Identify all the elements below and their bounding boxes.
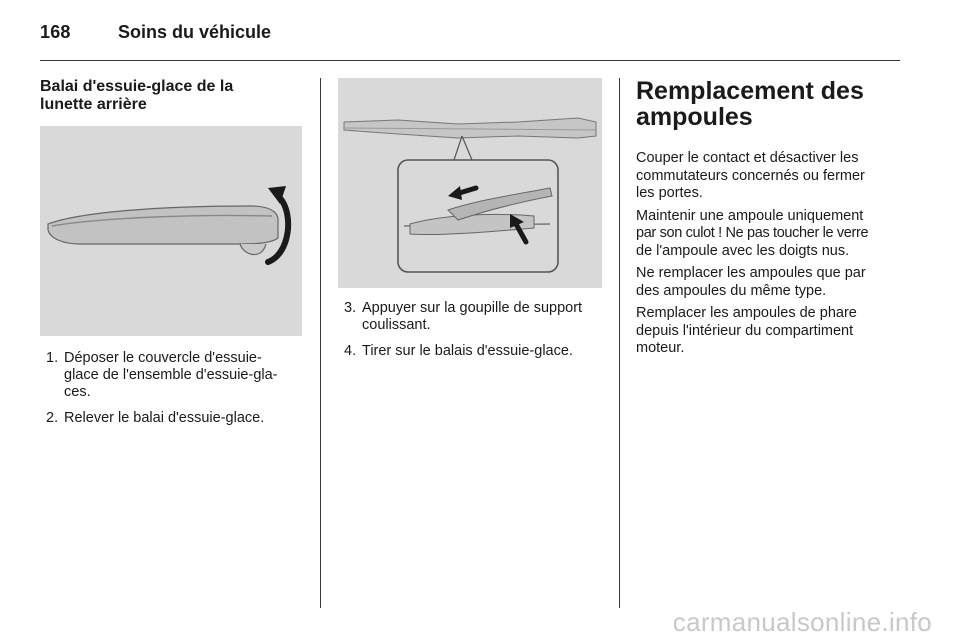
wiper-blade-release-illustration [338, 78, 602, 288]
paragraph-line: moteur. [636, 340, 685, 356]
column-divider [320, 78, 321, 608]
steps-list [338, 300, 604, 360]
step-number: 1. [46, 350, 59, 366]
step-text: Tirer sur le balais d'essuie-glace. [362, 343, 573, 359]
step-text: Appuyer sur la goupille de support [362, 300, 583, 316]
title-line: ampoules [636, 103, 753, 131]
step-number: 4. [344, 343, 357, 359]
page-number: 168 [40, 21, 71, 42]
page-header [40, 21, 272, 42]
section-title: Soins du véhicule [118, 21, 272, 42]
site-watermark: carmanualsonline.info [672, 607, 932, 637]
step-text: coulissant. [362, 317, 431, 333]
paragraph-line: de l'ampoule avec les doigts nus. [636, 242, 850, 259]
step-text: Relever le balai d'essuie-glace. [64, 410, 265, 426]
wiper-cover-figure [40, 126, 302, 336]
wiper-blade-figure [338, 78, 602, 288]
paragraph-line: par son culot ! Ne pas toucher le verre [636, 225, 869, 241]
paragraph-line: les portes. [636, 185, 703, 201]
rear-wiper-heading [40, 78, 304, 114]
column-divider [619, 78, 620, 608]
step-number: 3. [344, 300, 357, 316]
heading-line: lunette arrière [40, 96, 147, 113]
column-rear-wiper [40, 78, 304, 436]
paragraph [636, 208, 904, 261]
paragraph-line: depuis l'intérieur du compartiment [636, 322, 854, 339]
paragraph-line: Ne remplacer les ampoules que par [636, 265, 866, 281]
paragraph-line: Couper le contact et désactiver les [636, 150, 859, 166]
step-text: ces. [64, 384, 91, 400]
paragraph [636, 150, 904, 203]
list-item [40, 350, 304, 401]
paragraph-line: commutateurs concernés ou fermer [636, 167, 865, 184]
steps-list [40, 350, 304, 427]
step-text: Déposer le couvercle d'essuie- [64, 350, 262, 366]
list-item [40, 410, 304, 427]
list-item [338, 343, 604, 360]
heading-line: Balai d'essuie-glace de la [40, 78, 234, 95]
paragraph-line: des ampoules du même type. [636, 282, 827, 299]
column-wiper-blade [338, 78, 604, 369]
header-rule [40, 60, 900, 61]
bulb-replacement-title [636, 78, 904, 130]
list-item [338, 300, 604, 334]
paragraph [636, 265, 904, 300]
column-bulb-replacement [636, 78, 904, 363]
step-text: glace de l'ensemble d'essuie-gla- [64, 367, 278, 383]
paragraph [636, 305, 904, 358]
wiper-cover-removal-illustration [40, 126, 302, 336]
paragraphs [636, 150, 904, 358]
paragraph-line: Remplacer les ampoules de phare [636, 305, 857, 321]
title-line: Remplacement des [636, 77, 864, 105]
step-number: 2. [46, 410, 59, 426]
paragraph-line: Maintenir une ampoule uniquement [636, 207, 864, 224]
